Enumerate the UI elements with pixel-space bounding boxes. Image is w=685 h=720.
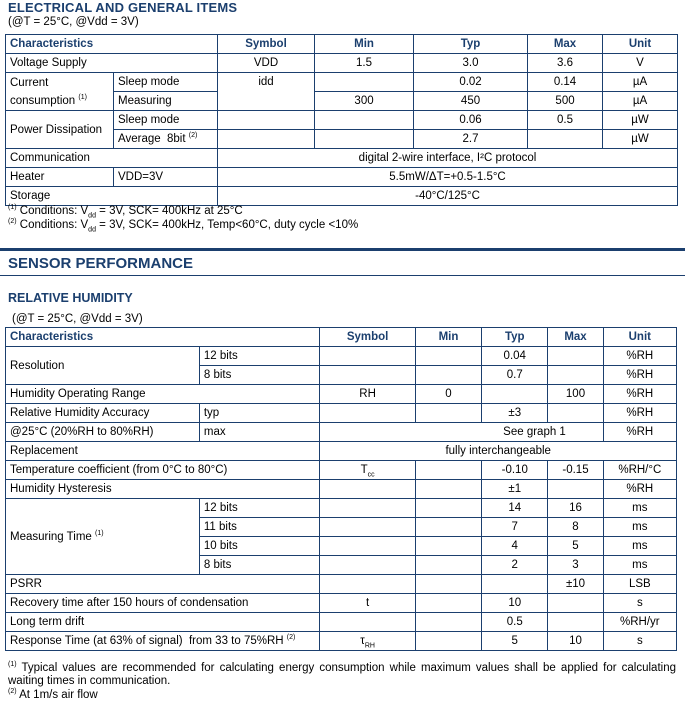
table-row <box>6 149 678 168</box>
hysteresis-name: Humidity Hysteresis <box>6 480 320 499</box>
resolution-12-unit: %RH <box>603 347 676 366</box>
voltage-typ: 3.0 <box>414 54 528 73</box>
power-avg-unit: µW <box>603 130 678 149</box>
recovery-symbol: t <box>320 594 415 613</box>
hysteresis-unit: %RH <box>603 480 676 499</box>
accuracy-unit-2: %RH <box>603 423 676 442</box>
meastime-max: 3 <box>548 556 603 575</box>
response-name: Response Time (at 63% of signal) from 33 to 75%RH $^{(2)}$ <box>6 632 320 651</box>
power-avg-typ: 2.7 <box>414 130 528 149</box>
table-row <box>6 613 677 632</box>
sensor-conditions: (@T = 25°C, @Vdd = 3V) <box>12 313 143 325</box>
recovery-name: Recovery time after 150 hours of condensation <box>6 594 320 613</box>
meastime-typ: 2 <box>482 556 548 575</box>
tempco-symbol: $T_{cc}$ <box>320 461 415 480</box>
replacement-value: fully interchangeable <box>320 442 677 461</box>
current-sleep-unit: µA <box>603 73 678 92</box>
header-unit: Unit <box>603 328 676 347</box>
meastime-typ: 14 <box>482 499 548 518</box>
current-meas-max: 500 <box>528 92 603 111</box>
meastime-unit: ms <box>603 556 676 575</box>
header-unit: Unit <box>603 35 678 54</box>
power-sleep-max: 0.5 <box>528 111 603 130</box>
section-title-sensor: SENSOR PERFORMANCE <box>8 255 194 272</box>
section-divider <box>0 248 685 251</box>
response-unit: s <box>603 632 676 651</box>
meastime-unit: ms <box>603 518 676 537</box>
sensor-footnote-1: $^{(1)}$ Typical values are recommended for calculating energy consumption while maximum values shall be applied for calculating waiting times in communication. <box>8 661 676 687</box>
table-row <box>6 480 677 499</box>
current-sleep-max: 0.14 <box>528 73 603 92</box>
table-row <box>6 423 677 442</box>
table-row <box>6 385 677 404</box>
meastime-max: 5 <box>548 537 603 556</box>
range-min: 0 <box>415 385 481 404</box>
header-typ: Typ <box>482 328 548 347</box>
section-underline <box>0 275 685 276</box>
meastime-label: 11 bits <box>199 518 320 537</box>
voltage-name: Voltage Supply <box>6 54 218 73</box>
hysteresis-typ: ±1 <box>482 480 548 499</box>
table-row <box>6 442 677 461</box>
table-row <box>6 73 678 92</box>
drift-unit: %RH/yr <box>603 613 676 632</box>
heater-name: Heater <box>6 168 114 187</box>
meastime-typ: 7 <box>482 518 548 537</box>
current-symbol: idd <box>218 73 315 111</box>
power-sleep-label: Sleep mode <box>114 111 218 130</box>
resolution-8-label: 8 bits <box>199 366 320 385</box>
drift-typ: 0.5 <box>482 613 548 632</box>
table-row <box>6 54 678 73</box>
header-characteristics: Characteristics <box>6 35 218 54</box>
psrr-name: PSRR <box>6 575 320 594</box>
tempco-typ: -0.10 <box>482 461 548 480</box>
voltage-unit: V <box>603 54 678 73</box>
meastime-label: 10 bits <box>199 537 320 556</box>
table-header-row <box>6 35 678 54</box>
resolution-12-typ: 0.04 <box>482 347 548 366</box>
header-characteristics: Characteristics <box>6 328 320 347</box>
header-min: Min <box>415 328 481 347</box>
response-max: 10 <box>548 632 603 651</box>
meastime-max: 8 <box>548 518 603 537</box>
meastime-typ: 4 <box>482 537 548 556</box>
table-row <box>6 347 677 366</box>
accuracy-name-2: @25°C (20%RH to 80%RH) <box>6 423 200 442</box>
tempco-name: Temperature coefficient (from 0°C to 80°C) <box>6 461 320 480</box>
recovery-typ: 10 <box>482 594 548 613</box>
meastime-name: Measuring Time $^{(1)}$ <box>6 499 200 575</box>
table-row <box>6 168 678 187</box>
current-meas-unit: µA <box>603 92 678 111</box>
range-name: Humidity Operating Range <box>6 385 320 404</box>
header-symbol: Symbol <box>320 328 415 347</box>
response-symbol: $\tau_{RH}$ <box>320 632 415 651</box>
recovery-unit: s <box>603 594 676 613</box>
table-row <box>6 632 677 651</box>
subsection-title-humidity: RELATIVE HUMIDITY <box>8 291 133 305</box>
range-symbol: RH <box>320 385 415 404</box>
accuracy-unit-1: %RH <box>603 404 676 423</box>
comm-name: Communication <box>6 149 218 168</box>
meastime-unit: ms <box>603 499 676 518</box>
voltage-min: 1.5 <box>315 54 414 73</box>
header-max: Max <box>548 328 603 347</box>
power-name: Power Dissipation <box>6 111 114 149</box>
meastime-unit: ms <box>603 537 676 556</box>
accuracy-max-label: max <box>199 423 320 442</box>
power-sleep-typ: 0.06 <box>414 111 528 130</box>
psrr-unit: LSB <box>603 575 676 594</box>
storage-name: Storage <box>6 187 218 206</box>
electrical-footnote-1: $^{(1)}$ Conditions: $V_{dd} = 3V$, SCK= 400kHz at 25°C <box>8 204 243 220</box>
electrical-conditions: (@T = 25°C, @Vdd = 3V) <box>8 16 139 28</box>
table-header-row <box>6 328 677 347</box>
accuracy-typ-label: typ <box>199 404 320 423</box>
sensor-footnote-2: $^{(2)}$ At 1m/s air flow <box>8 688 98 701</box>
electrical-footnote-2: $^{(2)}$ Conditions: $V_{dd} = 3V$, SCK= 400kHz, Temp<60°C, duty cycle <10% <box>8 218 359 234</box>
tempco-unit: %RH/°C <box>603 461 676 480</box>
resolution-8-typ: 0.7 <box>482 366 548 385</box>
replacement-name: Replacement <box>6 442 320 461</box>
accuracy-name-1: Relative Humidity Accuracy <box>6 404 200 423</box>
table-row <box>6 404 677 423</box>
accuracy-max: See graph 1 <box>320 423 603 442</box>
tempco-max: -0.15 <box>548 461 603 480</box>
table-row <box>6 575 677 594</box>
resolution-12-label: 12 bits <box>199 347 320 366</box>
table-row <box>6 594 677 613</box>
comm-value: digital 2-wire interface, I²C protocol <box>218 149 678 168</box>
table-row <box>6 111 678 130</box>
power-sleep-unit: µW <box>603 111 678 130</box>
header-typ: Typ <box>414 35 528 54</box>
current-sleep-label: Sleep mode <box>114 73 218 92</box>
resolution-name: Resolution <box>6 347 200 385</box>
voltage-symbol: VDD <box>218 54 315 73</box>
storage-value: -40°C/125°C <box>218 187 678 206</box>
range-unit: %RH <box>603 385 676 404</box>
resolution-8-unit: %RH <box>603 366 676 385</box>
current-sleep-typ: 0.02 <box>414 73 528 92</box>
header-max: Max <box>528 35 603 54</box>
current-meas-typ: 450 <box>414 92 528 111</box>
meastime-label: 12 bits <box>199 499 320 518</box>
header-symbol: Symbol <box>218 35 315 54</box>
electrical-table <box>5 34 678 206</box>
response-typ: 5 <box>482 632 548 651</box>
table-row <box>6 461 677 480</box>
current-meas-label: Measuring <box>114 92 218 111</box>
accuracy-typ: ±3 <box>482 404 548 423</box>
meastime-label: 8 bits <box>199 556 320 575</box>
current-meas-min: 300 <box>315 92 414 111</box>
voltage-max: 3.6 <box>528 54 603 73</box>
heater-value: 5.5mW/ΔT=+0.5-1.5°C <box>218 168 678 187</box>
power-avg-label: Average 8bit $^{(2)}$ <box>114 130 218 149</box>
current-name: Current consumption $^{(1)}$ <box>6 73 114 111</box>
table-row <box>6 499 677 518</box>
heater-cond: VDD=3V <box>114 168 218 187</box>
humidity-table <box>5 327 677 651</box>
table-row <box>6 187 678 206</box>
drift-name: Long term drift <box>6 613 320 632</box>
current-sleep-min <box>315 73 414 92</box>
meastime-max: 16 <box>548 499 603 518</box>
psrr-max: ±10 <box>548 575 603 594</box>
section-title-electrical: ELECTRICAL AND GENERAL ITEMS <box>8 0 238 15</box>
range-max: 100 <box>548 385 603 404</box>
header-min: Min <box>315 35 414 54</box>
